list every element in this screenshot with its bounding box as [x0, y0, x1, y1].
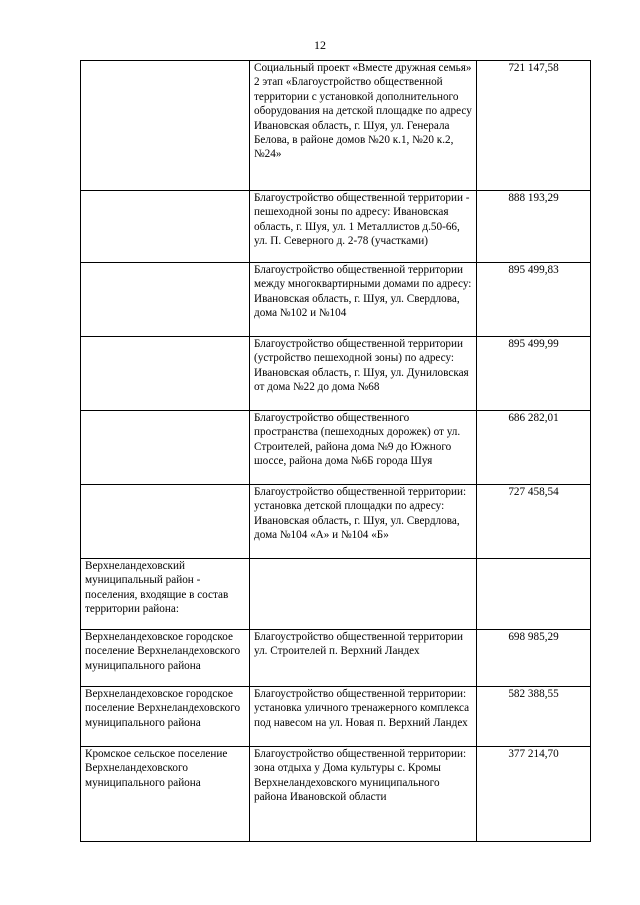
municipality-cell: [81, 337, 250, 411]
municipality-cell: [81, 485, 250, 559]
municipality-cell: Кромское сельское поселение Верхнеландеховского муниципального района: [81, 747, 250, 842]
table-row: [81, 687, 591, 747]
municipality-cell: Верхнеландеховское городское поселение Верхнеландеховского муниципального района: [81, 630, 250, 687]
table-row: [81, 191, 591, 263]
amount-cell: 895 499,83: [477, 263, 591, 337]
project-cell: Благоустройство общественной территории (устройство пешеходной зоны) по адресу: Ивановская область, г. Шуя, ул. Дуниловская от дома №22 до дома №68: [250, 337, 477, 411]
table-row: [81, 263, 591, 337]
funding-table: [80, 60, 591, 842]
project-cell: Благоустройство общественной территории: установка детской площадки по адресу: Ивановская область, г. Шуя, ул. Свердлова, дома №104 «А» и №104 «Б»: [250, 485, 477, 559]
project-cell: Благоустройство общественной территории: зона отдыха у Дома культуры с. Кромы Верхнеландеховского муниципального района Ивановской области: [250, 747, 477, 842]
project-cell: Социальный проект «Вместе дружная семья» 2 этап «Благоустройство общественной территории с установкой дополнительного оборудования на детской площадке по адресу Ивановская область, г. Шуя, ул. Генерала Белова, в районе домов №20 к.1, №20 к.2, №24»: [250, 61, 477, 191]
amount-cell: 888 193,29: [477, 191, 591, 263]
amount-cell: 377 214,70: [477, 747, 591, 842]
table-row: [81, 61, 591, 191]
amount-cell: 721 147,58: [477, 61, 591, 191]
table-row: [81, 630, 591, 687]
table-row: [81, 747, 591, 842]
municipality-cell: Верхнеландеховское городское поселение Верхнеландеховского муниципального района: [81, 687, 250, 747]
table-row: [81, 485, 591, 559]
table-row: [81, 411, 591, 485]
table-row: [81, 559, 591, 630]
amount-cell: 698 985,29: [477, 630, 591, 687]
amount-cell: 727 458,54: [477, 485, 591, 559]
project-cell: [250, 559, 477, 630]
project-cell: Благоустройство общественной территории: установка уличного тренажерного комплекса под навесом на ул. Новая п. Верхний Ландех: [250, 687, 477, 747]
project-cell: Благоустройство общественной территории между многоквартирными домами по адресу: Ивановская область, г. Шуя, ул. Свердлова, дома №102 и №104: [250, 263, 477, 337]
project-cell: Благоустройство общественной территории - пешеходной зоны по адресу: Ивановская область, г. Шуя, ул. 1 Металлистов д.50-66, ул. П. Северного д. 2-78 (участками): [250, 191, 477, 263]
municipality-cell: [81, 263, 250, 337]
municipality-cell: [81, 411, 250, 485]
amount-cell: [477, 559, 591, 630]
municipality-cell: Верхнеландеховский муниципальный район - поселения, входящие в состав территории района:: [81, 559, 250, 630]
table-row: [81, 337, 591, 411]
municipality-cell: [81, 191, 250, 263]
amount-cell: 895 499,99: [477, 337, 591, 411]
project-cell: Благоустройство общественной территории ул. Строителей п. Верхний Ландех: [250, 630, 477, 687]
amount-cell: 582 388,55: [477, 687, 591, 747]
page-number: 12: [314, 38, 326, 52]
project-cell: Благоустройство общественного пространства (пешеходных дорожек) от ул. Строителей, района дома №9 до Южного шоссе, района дома №6Б города Шуя: [250, 411, 477, 485]
municipality-cell: [81, 61, 250, 191]
amount-cell: 686 282,01: [477, 411, 591, 485]
